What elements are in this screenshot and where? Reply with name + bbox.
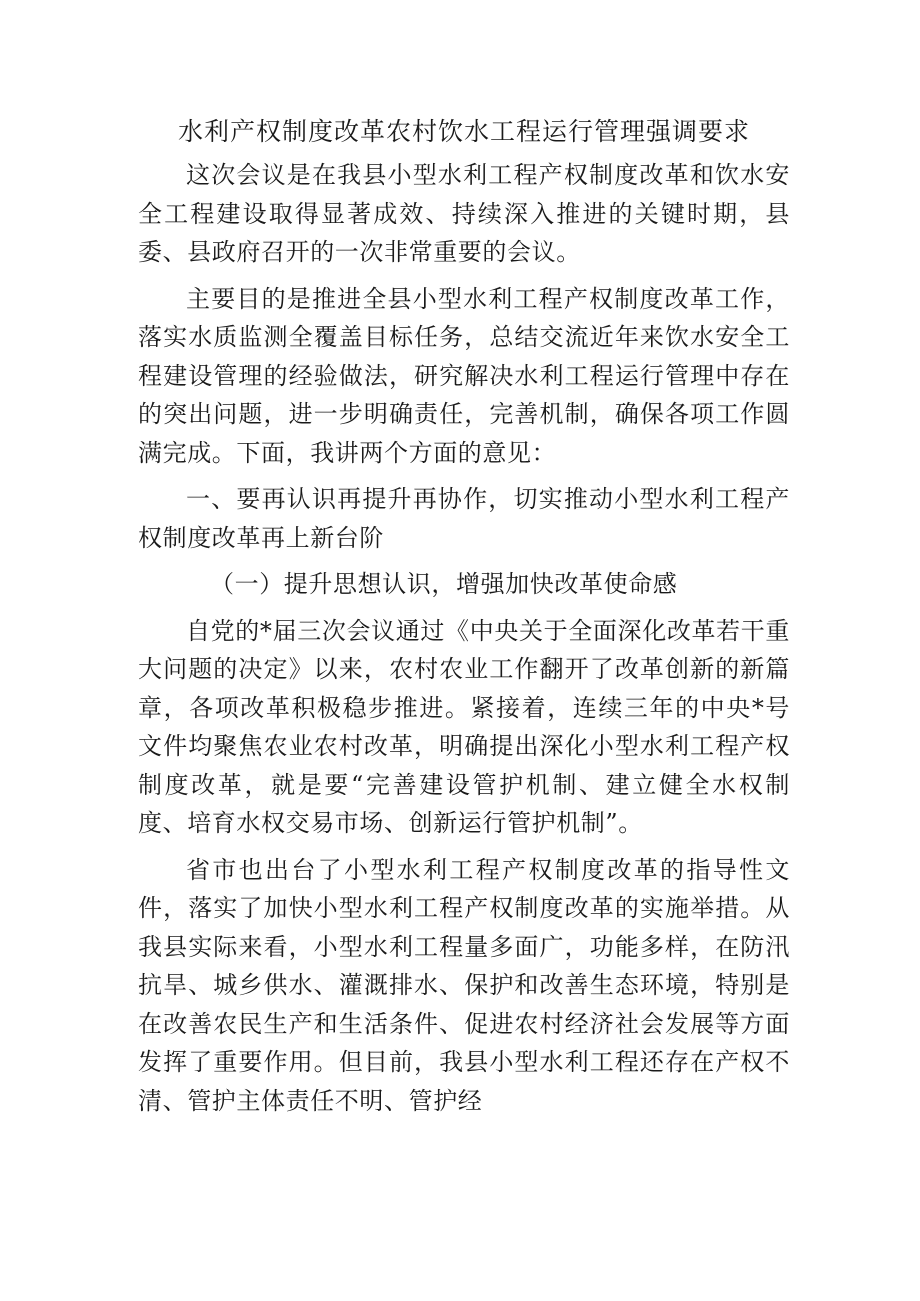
document-body [138,156,790,1128]
document-title: 水利产权制度改革农村饮水工程运行管理强调要求 [177,117,750,146]
subsection-heading-one: （一）提升思想认识，增强加快改革使命感 [210,570,678,598]
section-heading-one: 一、要再认识再提升再协作，切实推动小型水利工程产权制度改革再上新台阶 [138,485,790,552]
paragraph-reform-background: 自党的*届三次会议通过《中央关于全面深化改革若干重大问题的决定》以来，农村农业工作翻开了改革创新的新篇章，各项改革积极稳步推进。紧接着，连续三年的中央*号文件均聚焦农业农村改革，明确提出深化小型水利工程产权制度改革，就是要“完善建设管护机制、建立健全水权制度、培育水权交易市场、创新运行管护机制”。 [138,616,790,837]
paragraph-meeting-context: 这次会议是在我县小型水利工程产权制度改革和饮水安全工程建设取得显著成效、持续深入推进的关键时期，县委、县政府召开的一次非常重要的会议。 [138,161,790,266]
paragraph-provincial-guidance: 省市也出台了小型水利工程产权制度改革的指导性文件，落实了加快小型水利工程产权制度改革的实施举措。从我县实际来看，小型水利工程量多面广，功能多样，在防汛抗旱、城乡供水、灌溉排水、保护和改善生态环境，特别是在改善农民生产和生活条件、促进农村经济社会发展等方面发挥了重要作用。但目前，我县小型水利工程还存在产权不清、管护主体责任不明、管护经 [138,855,790,1115]
paragraph-main-purpose: 主要目的是推进全县小型水利工程产权制度改革工作，落实水质监测全覆盖目标任务，总结交流近年来饮水安全工程建设管理的经验做法，研究解决水利工程运行管理中存在的突出问题，进一步明确责任，完善机制，确保各项工作圆满完成。下面，我讲两个方面的意见： [138,284,790,467]
